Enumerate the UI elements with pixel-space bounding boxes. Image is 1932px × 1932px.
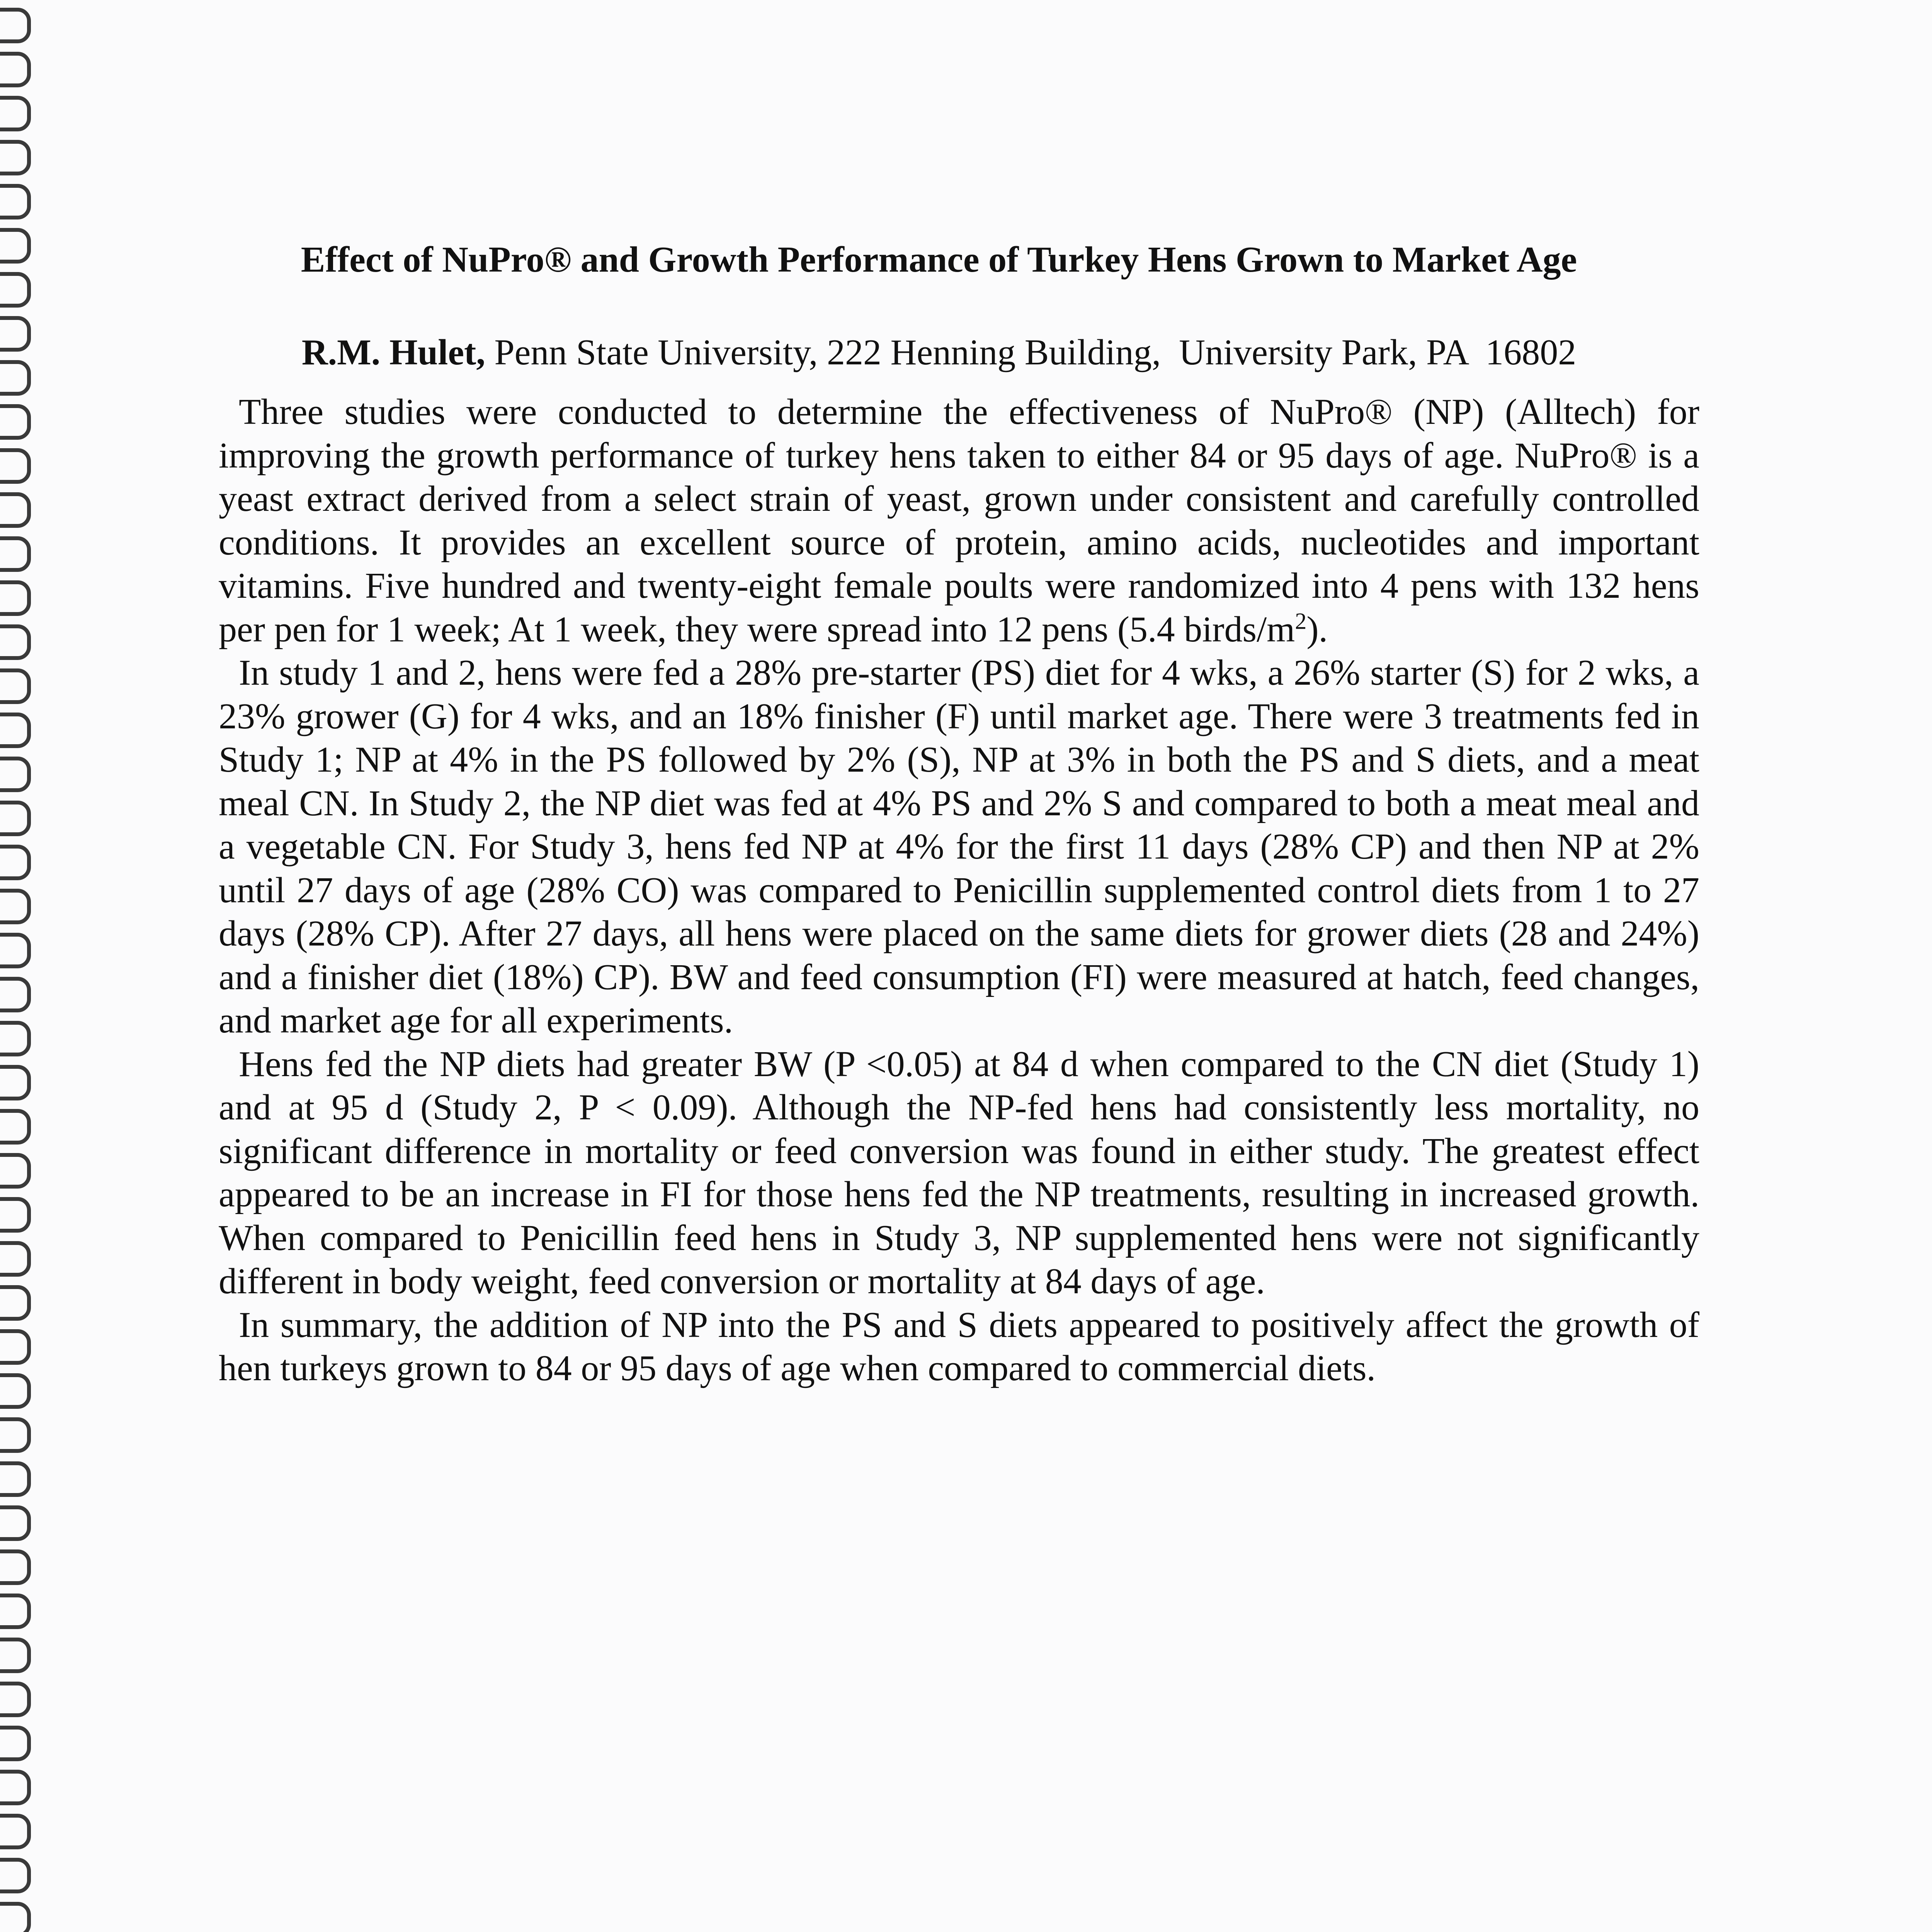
byline: [255, 332, 1623, 373]
superscript-2: 2: [1295, 608, 1307, 634]
paragraph-3: Hens fed the NP diets had greater BW (P <0.05) at 84 d when compared to the CN diet (Study 1) and at 95 d (Study 2, P < 0.09). Although the NP-fed hens had consistently less mortality, no significant difference in mortality or feed conversion was found in either study. The greatest effect appeared to be an increase in FI for those hens fed the NP treatments, resulting in increased growth. When compared to Penicillin feed hens in Study 3, NP supplemented hens were not significantly different in body weight, feed conversion or mortality at 84 days of age.: [219, 1044, 1699, 1301]
paragraph-1: [219, 390, 1699, 651]
paragraph-1-end: ).: [1306, 609, 1328, 650]
author-affiliation: Penn State University, 222 Henning Building, University Park, PA 16802: [485, 332, 1577, 372]
author-name: R.M. Hulet,: [301, 332, 485, 372]
paragraph-2: In study 1 and 2, hens were fed a 28% pre-starter (PS) diet for 4 wks, a 26% starter (S) for 2 wks, a 23% grower (G) for 4 wks, and an 18% finisher (F) until market age. There were 3 treatments fed in Study 1; NP at 4% in the PS followed by 2% (S), NP at 3% in both the PS and S diets, and a meat meal CN. In Study 2, the NP diet was fed at 4% PS and 2% S and compared to both a meat meal and a vegetable CN. For Study 3, hens fed NP at 4% for the first 11 days (28% CP) and then NP at 2% until 27 days of age (28% CO) was compared to Penicillin supplemented control diets from 1 to 27 days (28% CP). After 27 days, all hens were placed on the same diets for grower diets (28 and 24%) and a finisher diet (18%) CP). BW and feed consumption (FI) were measured at hatch, feed changes, and market age for all experiments.: [219, 653, 1699, 1041]
paragraph-4: In summary, the addition of NP into the PS and S diets appeared to positively affect the growth of hen turkeys grown to 84 or 95 days of age when compared to commercial diets.: [219, 1304, 1699, 1388]
abstract-body: [219, 390, 1699, 1390]
paragraph-1-text: Three studies were conducted to determine the effectiveness of NuPro® (NP) (Alltech) for improving the growth performance of turkey hens taken to either 84 or 95 days of age. NuPro® is a yeast extract derived from a select strain of yeast, grown under consistent and carefully controlled conditions. It provides an excellent source of protein, amino acids, nucleotides and important vitamins. Five hundred and twenty-eight female poults were randomized into 4 pens with 132 hens per pen for 1 week; At 1 week, they were spread into 12 pens (5.4 birds/m: [219, 392, 1699, 650]
document-title: Effect of NuPro® and Growth Performance of Turkey Hens Grown to Market Age: [301, 240, 1577, 280]
